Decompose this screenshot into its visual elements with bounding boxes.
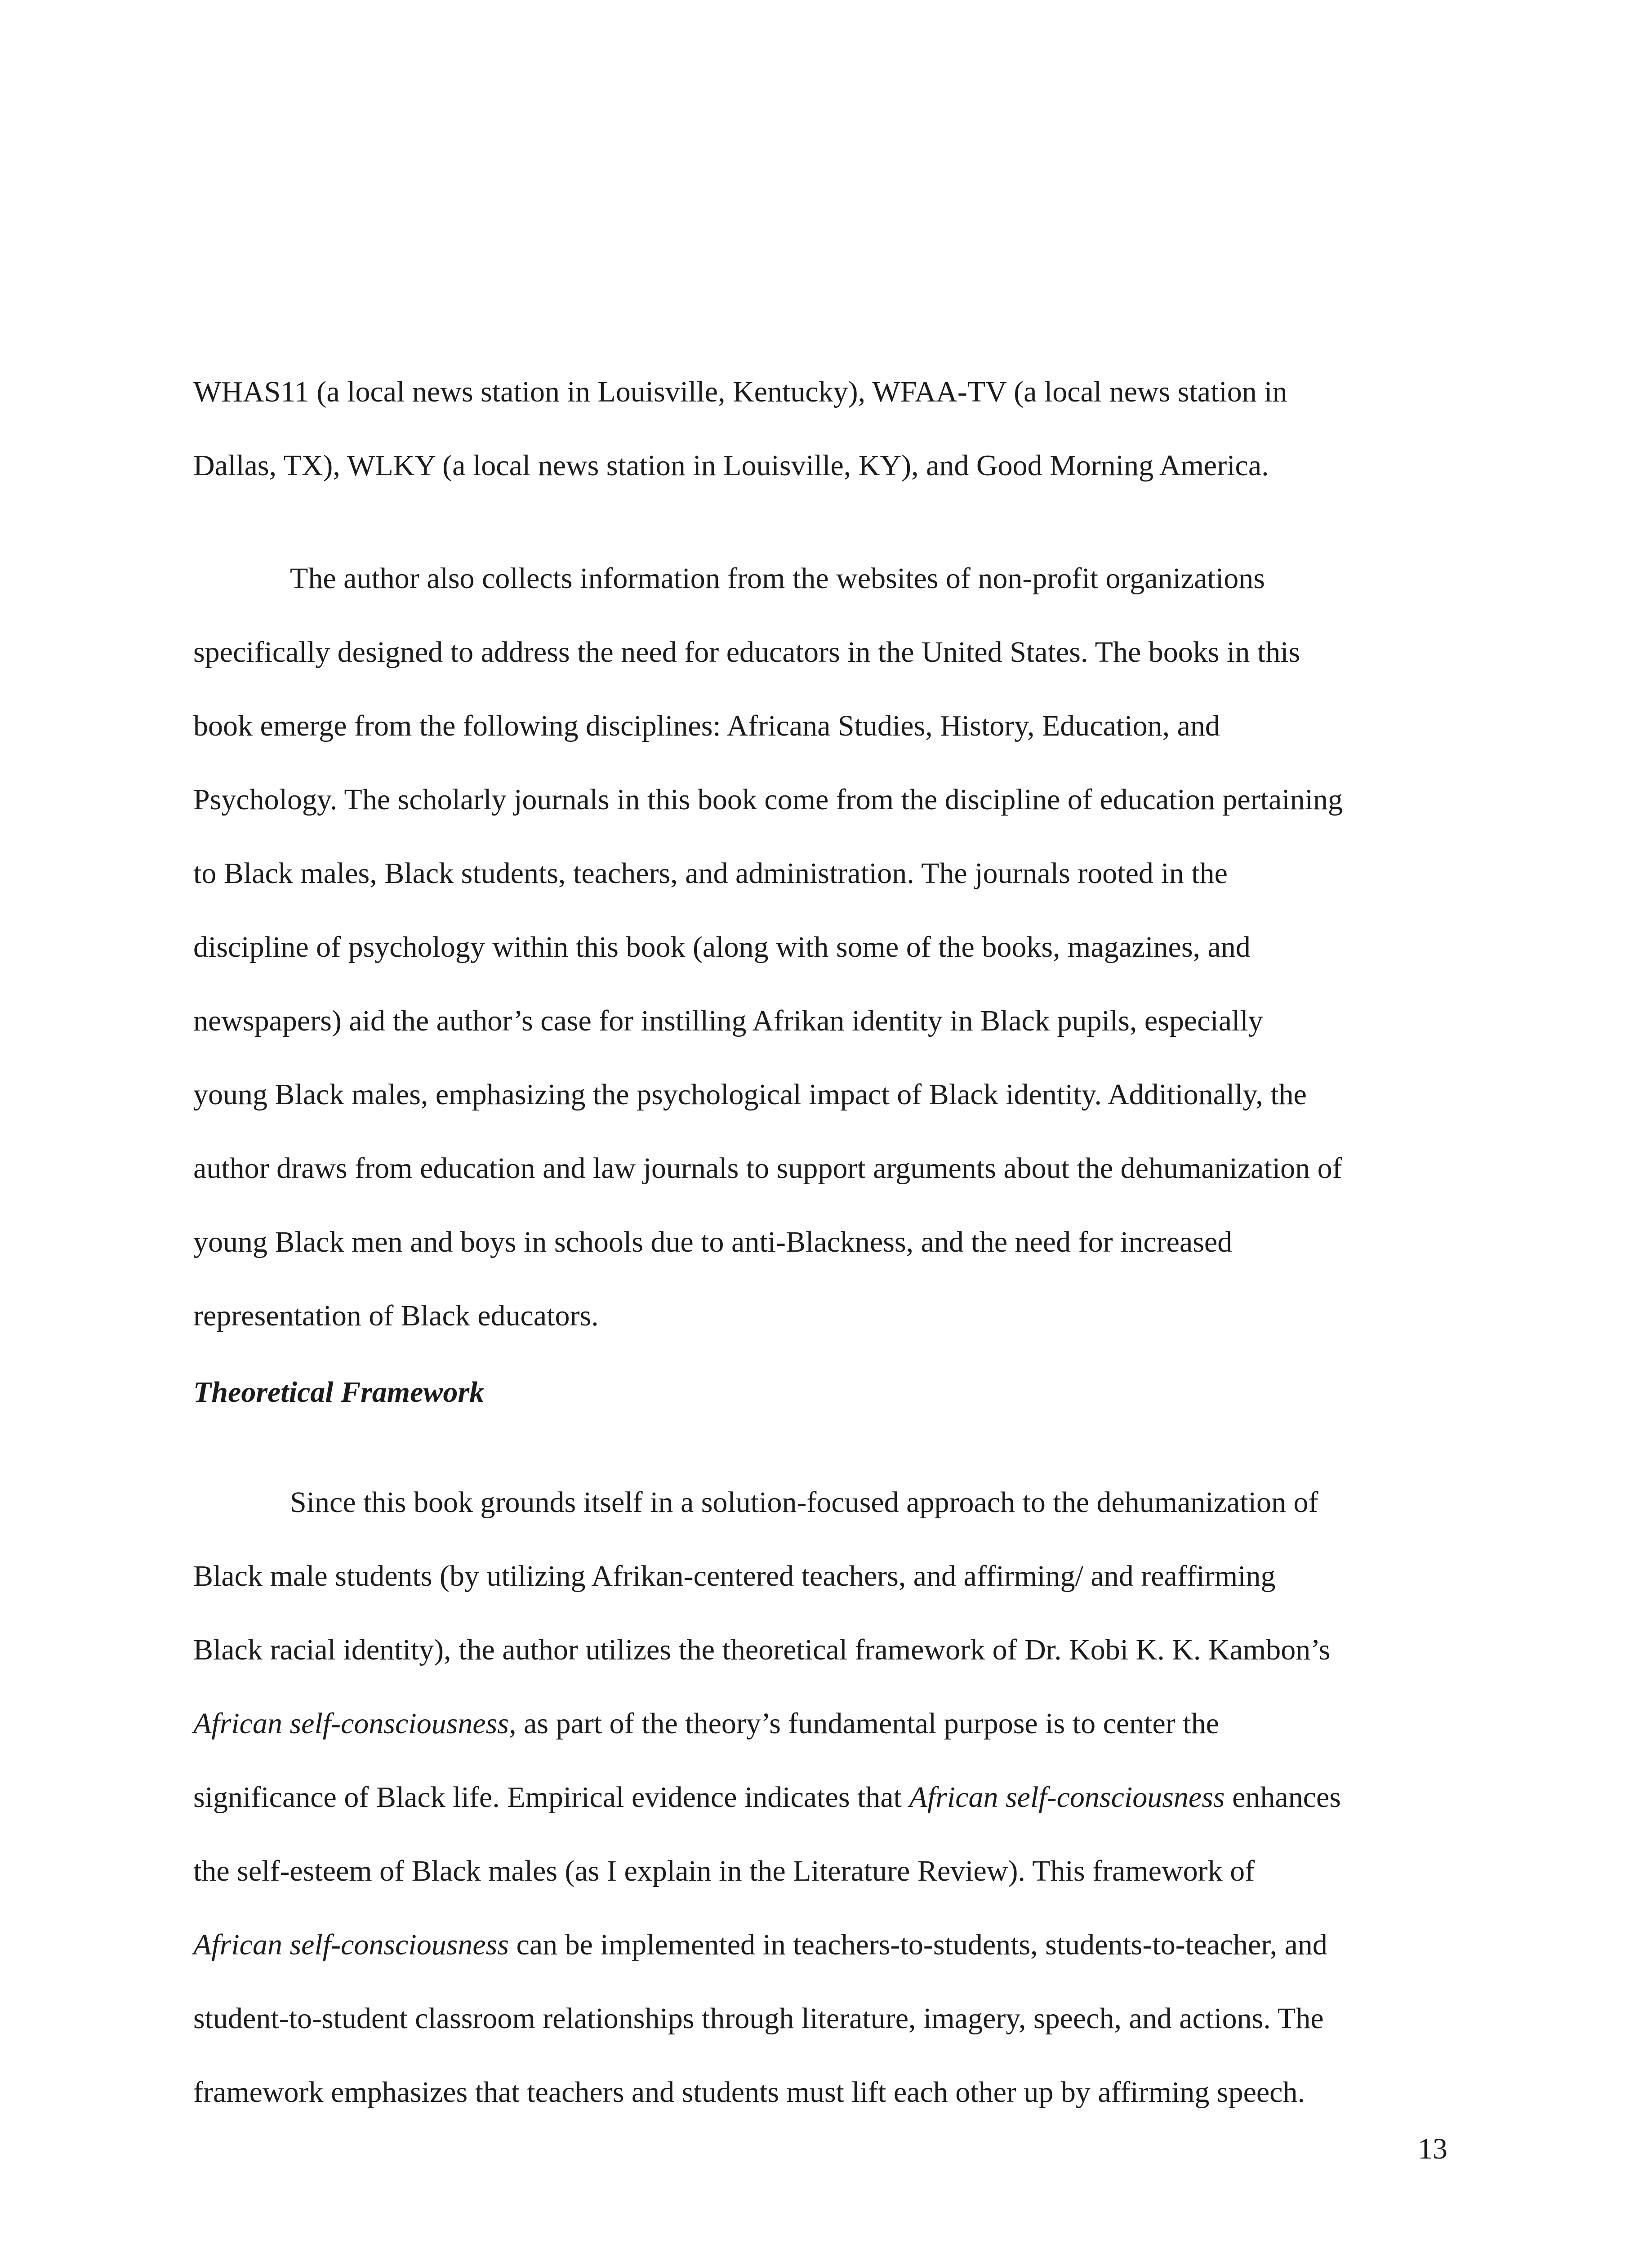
text-span: , as part of the theory’s fundamental purpose is to center the <box>509 1707 1219 1740</box>
text-line: Since this book grounds itself in a solution-focused approach to the dehumanization of <box>290 1486 1318 1519</box>
text-line: to Black males, Black students, teachers, and administration. The journals rooted in the <box>193 857 1228 890</box>
section-heading: Theoretical Framework <box>193 1376 485 1409</box>
text-line <box>193 1761 1447 1834</box>
text-line <box>193 1908 1447 1982</box>
italic-term: African self-consciousness <box>909 1781 1225 1814</box>
text-line: Black racial identity), the author utilizes the theoretical framework of Dr. Kobi K. K. Kambon’s <box>193 1633 1331 1666</box>
text-span: significance of Black life. Empirical evidence indicates that <box>193 1781 909 1814</box>
text-line: young Black males, emphasizing the psychological impact of Black identity. Additionally, the <box>193 1078 1307 1111</box>
section-heading-block <box>193 1356 1447 1429</box>
italic-term: African self-consciousness <box>193 1928 509 1961</box>
text-line: framework emphasizes that teachers and students must lift each other up by affirming speech. <box>193 2076 1305 2109</box>
text-line: newspapers) aid the author’s case for instilling Afrikan identity in Black pupils, especially <box>193 1004 1263 1037</box>
text-line: Psychology. The scholarly journals in this book come from the discipline of education pertaining <box>193 783 1343 816</box>
italic-term: African self-consciousness <box>193 1707 509 1740</box>
text-line: the self-esteem of Black males (as I explain in the Literature Review). This framework of <box>193 1855 1255 1887</box>
text-span: can be implemented in teachers-to-students, students-to-teacher, and <box>509 1928 1327 1961</box>
text-line: representation of Black educators. <box>193 1299 599 1332</box>
paragraph-sources <box>193 542 1447 1353</box>
page-number: 13 <box>1418 2132 1447 2165</box>
text-line: specifically designed to address the need for educators in the United States. The books in this <box>193 636 1300 669</box>
text-line: student-to-student classroom relationships through literature, imagery, speech, and actions. The <box>193 2002 1324 2035</box>
text-line: WHAS11 (a local news station in Louisville, Kentucky), WFAA-TV (a local news station in <box>193 375 1287 408</box>
text-line: book emerge from the following disciplines: Africana Studies, History, Education, and <box>193 709 1220 742</box>
text-line <box>193 1687 1447 1761</box>
text-line: The author also collects information from the websites of non-profit organizations <box>290 562 1265 595</box>
paragraph-continued <box>193 355 1447 503</box>
paragraph-framework <box>193 1466 1447 2129</box>
text-line: discipline of psychology within this book (along with some of the books, magazines, and <box>193 931 1251 963</box>
text-line: young Black men and boys in schools due to anti-Blackness, and the need for increased <box>193 1226 1233 1258</box>
text-line: Black male students (by utilizing Afrikan-centered teachers, and affirming/ and reaffirming <box>193 1560 1276 1592</box>
text-span: enhances <box>1225 1781 1341 1814</box>
text-line: author draws from education and law journals to support arguments about the dehumanization of <box>193 1152 1342 1185</box>
text-line: Dallas, TX), WLKY (a local news station in Louisville, KY), and Good Morning America. <box>193 449 1269 482</box>
